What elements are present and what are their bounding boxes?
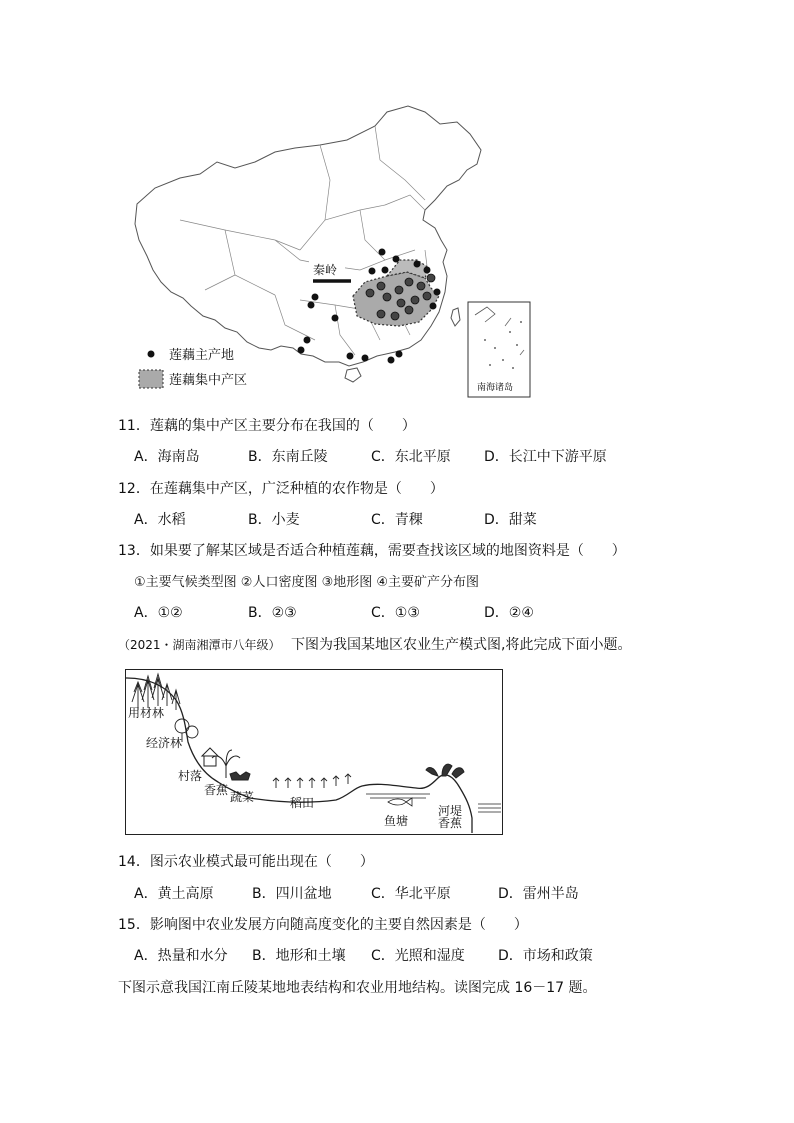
agriculture-diagram (125, 669, 503, 835)
q13-option-d: D．②④ (484, 605, 534, 621)
label-banana-2: 香蕉 (438, 816, 463, 830)
q14-option-c: C．华北平原 (371, 886, 451, 902)
q14-option-d: D．雷州半岛 (498, 886, 579, 902)
legend-dot-icon (148, 351, 155, 358)
question-13: 13．如果要了解某区域是否适合种植莲藕，需要查找该区域的地图资料是（ ） (118, 543, 626, 559)
q11-option-d: D．长江中下游平原 (484, 449, 607, 465)
q14-option-a: A．黄土高原 (134, 886, 214, 902)
q15-option-a: A．热量和水分 (134, 948, 228, 964)
question-12: 12．在莲藕集中产区，广泛种植的农作物是（ ） (118, 481, 444, 497)
q13-option-c: C．①③ (371, 605, 420, 621)
q12-option-c: C．青稞 (371, 512, 423, 528)
q13-materials: ①主要气候类型图 ②人口密度图 ③地形图 ④主要矿产分布图 (134, 575, 480, 590)
q13-option-b: B．②③ (248, 605, 297, 621)
question-14: 14．图示农业模式最可能出现在（ ） (118, 854, 374, 870)
intro-3: 下图示意我国江南丘陵某地地表结构和农业用地结构。读图完成 16－17 题。 (118, 980, 597, 996)
q15-option-b: B．地形和土壤 (252, 948, 346, 964)
label-vegetables: 蔬菜 (230, 790, 255, 804)
label-timber-forest: 用材林 (128, 706, 165, 720)
q14-option-b: B．四川盆地 (252, 886, 332, 902)
question-11: 11．莲藕的集中产区主要分布在我国的（ ） (118, 418, 416, 434)
china-map (125, 100, 535, 400)
q11-option-b: B．东南丘陵 (248, 449, 328, 465)
q12-option-d: D．甜菜 (484, 512, 537, 528)
label-village: 村落 (178, 769, 203, 783)
label-economic-forest: 经济林 (146, 736, 183, 750)
label-rice-field: 稻田 (290, 796, 315, 810)
q15-option-c: C．光照和湿度 (371, 948, 465, 964)
q13-option-a: A．①② (134, 605, 183, 621)
question-15: 15．影响图中农业发展方向随高度变化的主要自然因素是（ ） (118, 917, 528, 933)
q15-option-d: D．市场和政策 (498, 948, 593, 964)
q11-option-a: A．海南岛 (134, 449, 200, 465)
legend-label-1: 莲藕主产地 (169, 348, 235, 363)
q12-option-b: B．小麦 (248, 512, 300, 528)
legend-area-icon (139, 370, 163, 388)
intro-2-text: 下图为我国某地区农业生产模式图,将此完成下面小题。 (291, 637, 632, 653)
inset-label: 南海诸岛 (477, 383, 514, 393)
label-fish-pond: 鱼塘 (384, 814, 409, 828)
label-banana-1: 香蕉 (204, 783, 229, 797)
q12-option-a: A．水稻 (134, 512, 186, 528)
qinling-label: 秦岭 (313, 263, 338, 277)
q11-option-c: C．东北平原 (371, 449, 451, 465)
label-dike: 河堤 (438, 804, 463, 818)
intro-2-source: （2021・湖南湘潭市八年级） (118, 638, 281, 652)
intro-2 (118, 634, 631, 654)
legend-label-2: 莲藕集中产区 (169, 373, 248, 388)
